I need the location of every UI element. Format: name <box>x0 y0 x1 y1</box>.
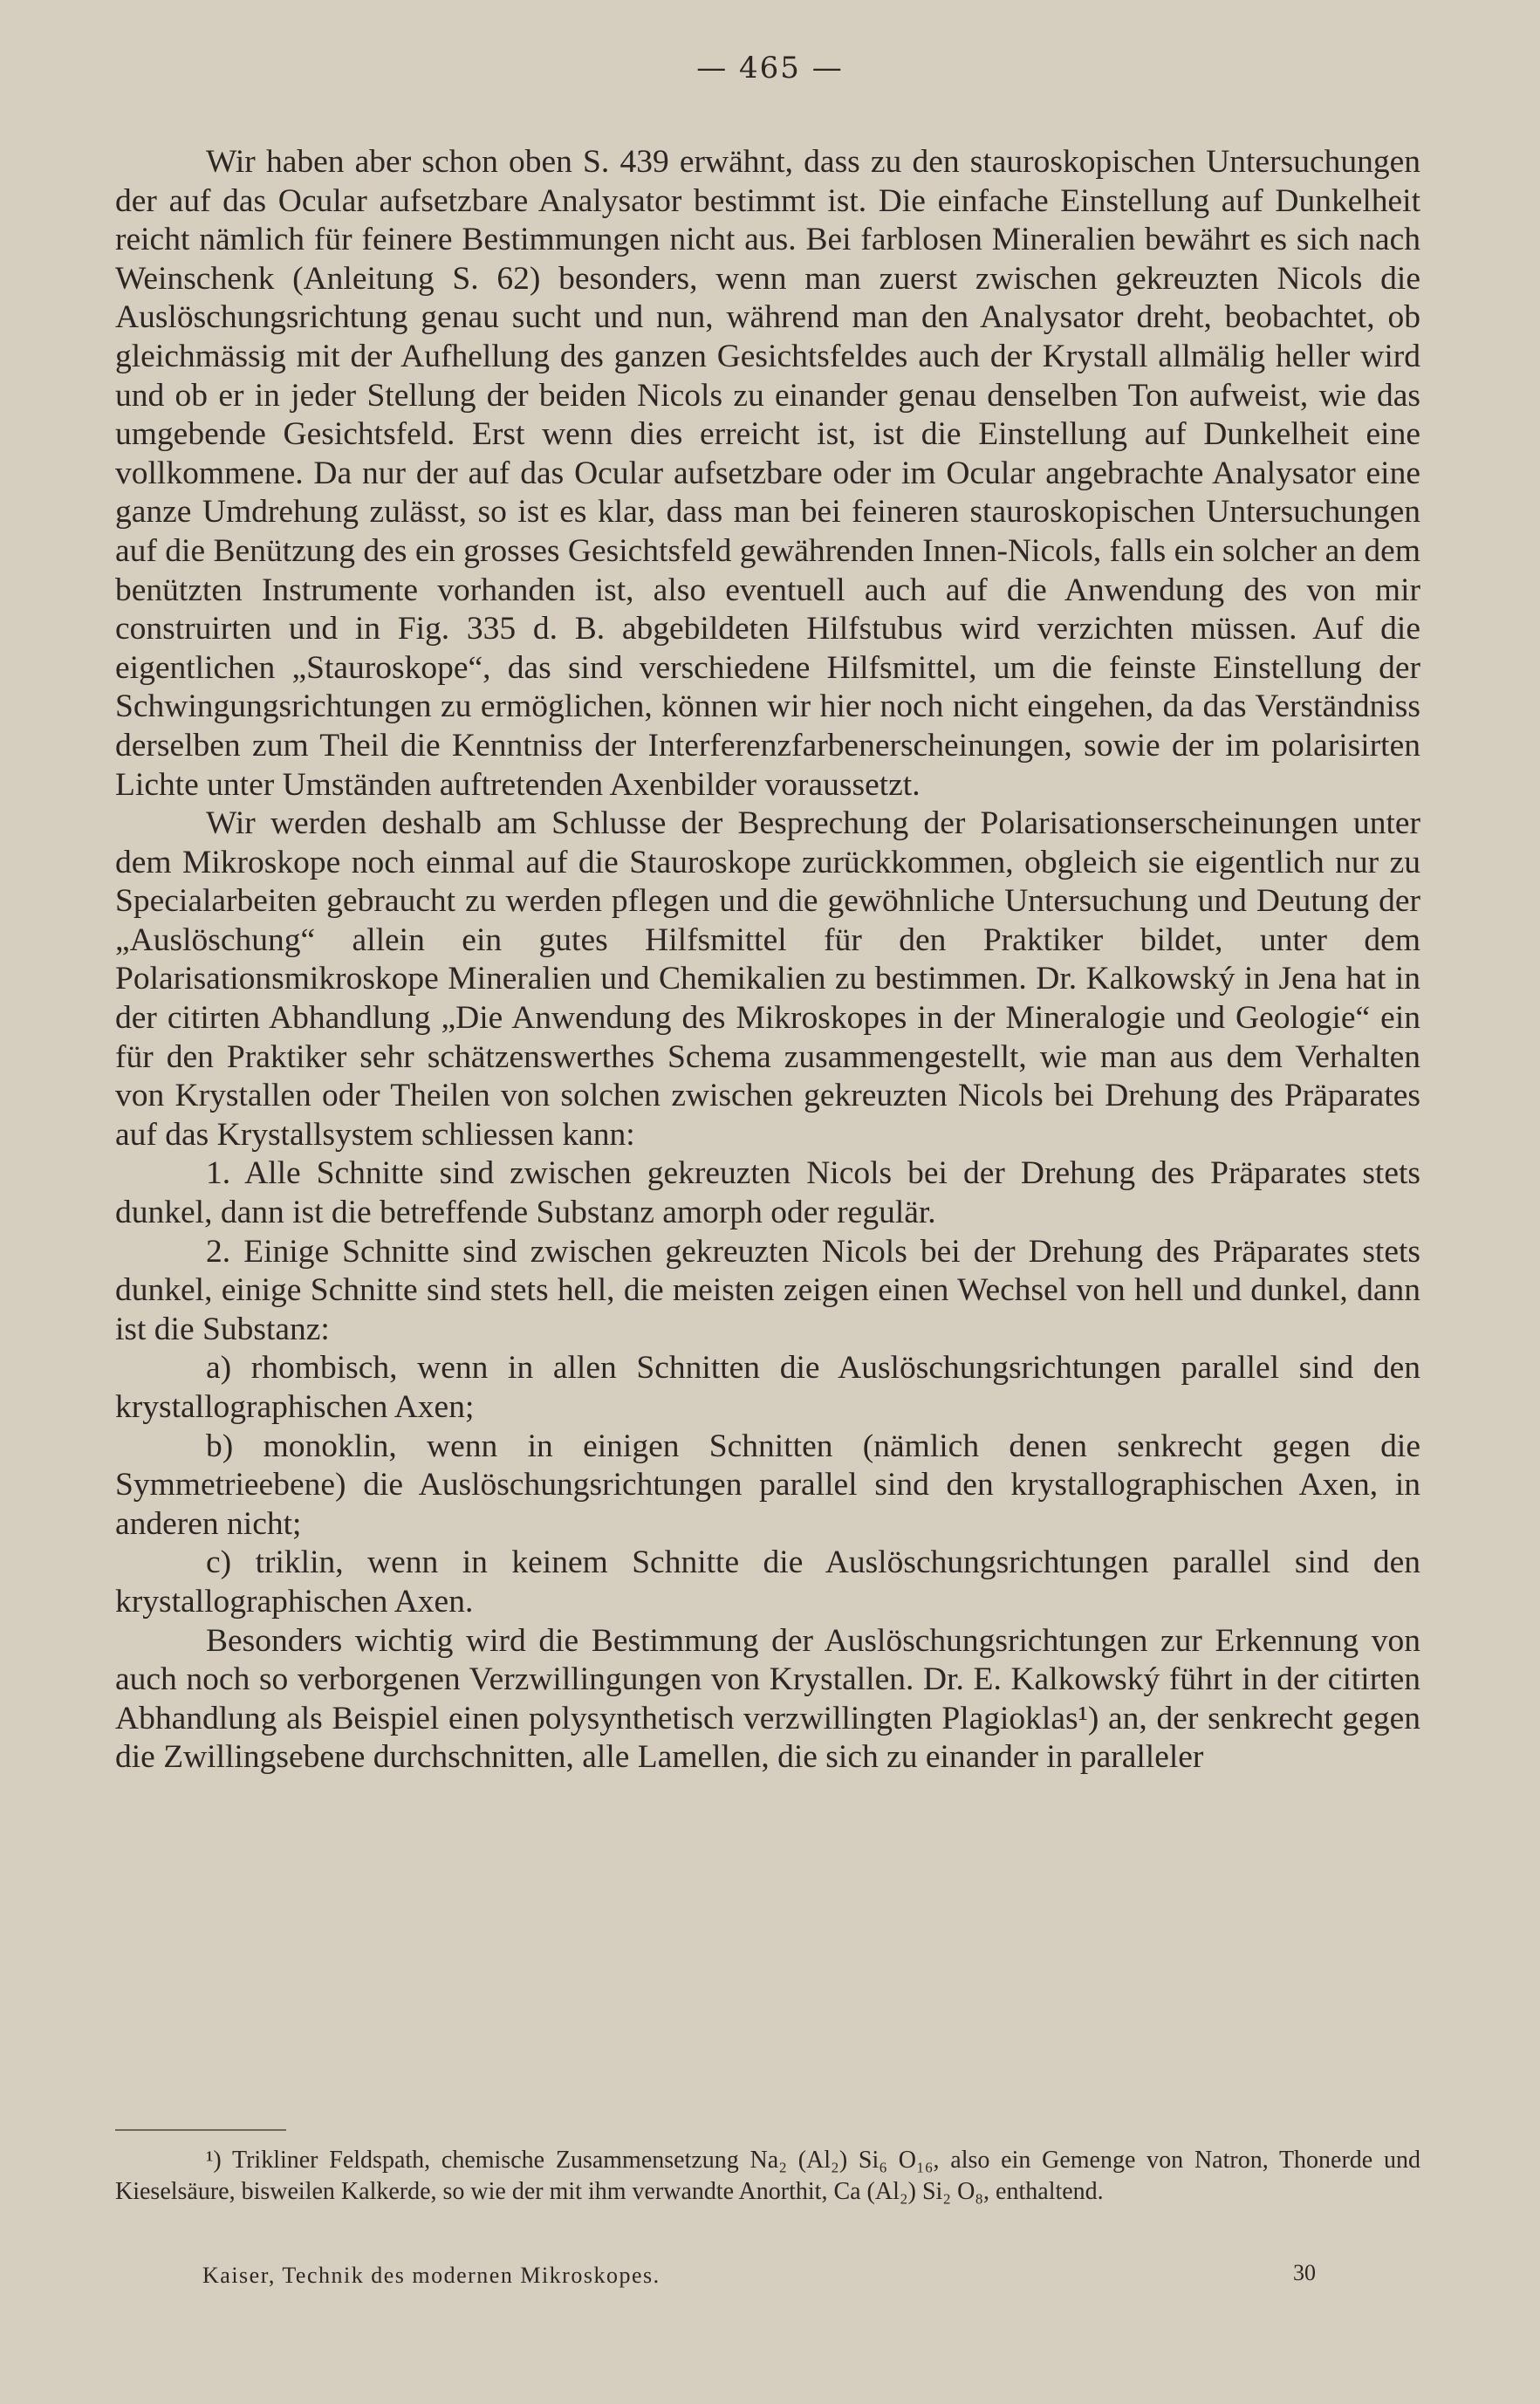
list-item-1: 1. Alle Schnitte sind zwischen gekreuzten Nicols bei der Drehung des Präparates stets dunkel, dann ist die betreffende Substanz amorph oder regulär. <box>115 1155 1420 1231</box>
footnote-text: ¹) Trikliner Feldspath, chemische Zusammensetzung Na₂ (Al₂) Si₆ O₁₆, also ein Gemenge von Natron, Thonerde und Kieselsäure, bisweilen Kalkerde, so wie der mit ihm verwandte Anorthit, Ca (Al₂) Si₂ O₈, enthaltend. <box>115 2147 1420 2205</box>
list-item-2b: b) monoklin, wenn in einigen Schnitten (nämlich denen senkrecht gegen die Symmetrieebene) die Auslöschungsrichtungen parallel sind den krystallographischen Axen, in anderen nicht; <box>115 1428 1420 1542</box>
printer-signature: Kaiser, Technik des modernen Mikroskopes. <box>202 2263 660 2288</box>
list-item-2a: a) rhombisch, wenn in allen Schnitten die Auslöschungsrichtungen parallel sind den krystallographischen Axen; <box>115 1350 1420 1425</box>
paragraph-stauroskop: Wir haben aber schon oben S. 439 erwähnt, dass zu den stauroskopischen Untersuchungen der auf das Ocular aufsetzbare Analysator bestimmt ist. Die einfache Einstellung auf Dunkelheit reicht nämlich für feinere Bestimmungen nicht aus. Bei farblosen Mineralien bewährt es sich nach Weinschenk (Anleitung S. 62) besonders, wenn man zuerst zwischen gekreuzten Nicols die Auslöschungsrichtung genau sucht und nun, während man den Analysator dreht, beobachtet, ob gleichmässig mit der Aufhellung des ganzen Gesichtsfeldes auch der Krystall allmälig heller wird und ob er in jeder Stellung der beiden Nicols zu einander genau denselben Ton aufweist, wie das umgebende Gesichtsfeld. Erst wenn dies erreicht ist, ist die Einstellung auf Dunkelheit eine vollkommene. Da nur der auf das Ocular aufsetzbare oder im Ocular angebrachte Analysator eine ganze Umdrehung zulässt, so ist es klar, dass man bei feineren stauroskopischen Untersuchungen auf die Benützung des ein grosses Gesichtsfeld gewährenden Innen-Nicols, falls ein solcher an dem benützten Instrumente vorhanden ist, also eventuell auch auf die Anwendung des von mir construirten und in Fig. 335 d. B. abgebildeten Hilfstubus wird verzichten müssen. Auf die eigentlichen „Stauroskope“, das sind verschiedene Hilfsmittel, um die feinste Einstellung der Schwingungsrichtungen zu ermöglichen, können wir hier noch nicht eingehen, da das Verständniss derselben zum Theil die Kenntniss der Interferenzfarbenerscheinungen, sowie der im polarisirten Lichte unter Umständen auftretenden Axenbilder voraussetzt. <box>115 144 1420 803</box>
page-number: — 465 — <box>696 51 844 86</box>
body-text <box>115 143 1420 1777</box>
footnote-divider <box>115 2129 286 2131</box>
list-item-2: 2. Einige Schnitte sind zwischen gekreuzten Nicols bei der Drehung des Präparates stets dunkel, einige Schnitte sind stets hell, die meisten zeigen einen Wechsel von hell und dunkel, dann ist die Substanz: <box>115 1233 1420 1347</box>
list-item-2c: c) triklin, wenn in keinem Schnitte die Auslöschungsrichtungen parallel sind den krystallographischen Axen. <box>115 1544 1420 1620</box>
sheet-number: 30 <box>1293 2260 1316 2285</box>
paragraph-verzwillingung: Besonders wichtig wird die Bestimmung der Auslöschungsrichtungen zur Erkennung von auch noch so verborgenen Verzwillingungen von Krystallen. Dr. E. Kalkowský führt in der citirten Abhandlung als Beispiel einen polysynthetisch verzwillingten Plagioklas¹) an, der senkrecht gegen die Zwillingsebene durchschnitten, alle Lamellen, die sich zu einander in paralleler <box>115 1622 1420 1776</box>
paragraph-kalkowsky-schema: Wir werden deshalb am Schlusse der Besprechung der Polarisationserscheinungen unter dem Mikroskope noch einmal auf die Stauroskope zurückkommen, obgleich sie eigentlich nur zu Specialarbeiten gebraucht zu werden pflegen und die gewöhnliche Untersuchung und Deutung der „Auslöschung“ allein ein gutes Hilfsmittel für den Praktiker bildet, unter dem Polarisationsmikroskope Mineralien und Chemikalien zu bestimmen. Dr. Kalkowský in Jena hat in der citirten Abhandlung „Die Anwendung des Mikroskopes in der Mineralogie und Geologie“ ein für den Praktiker sehr schätzenswerthes Schema zusammengestellt, wie man aus dem Verhalten von Krystallen oder Theilen von solchen zwischen gekreuzten Nicols bei Drehung des Präparates auf das Krystallsystem schliessen kann: <box>115 805 1420 1153</box>
footnote <box>115 2145 1420 2208</box>
